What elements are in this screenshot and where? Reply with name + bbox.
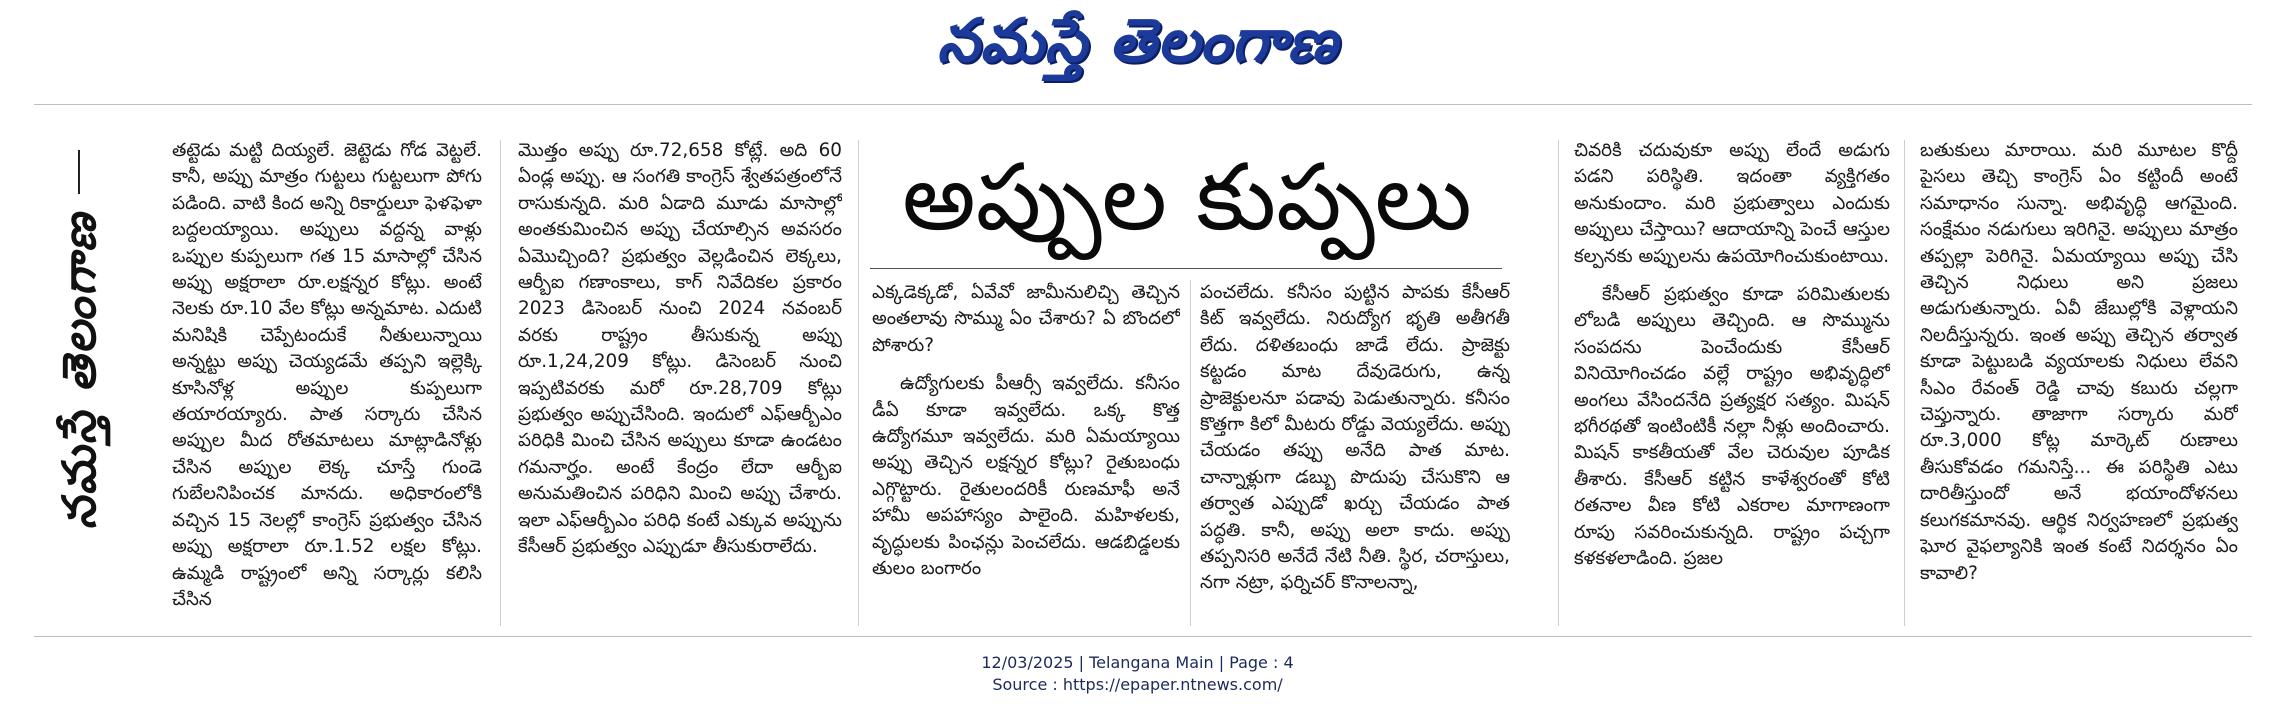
article-paragraph: ఎక్కడెక్కడో, ఏవేవో జామీనులిచ్చి తెచ్చిన అంతలావు సొమ్ము ఏం చేశారు? ఏ బొందలో పోశారు? — [872, 282, 1180, 356]
column-divider — [1558, 140, 1559, 626]
article-paragraph: ఉద్యోగులకు పీఆర్సీ ఇవ్వలేదు. కనీసం డీఏ కూడా ఇవ్వలేదు. ఒక్క కొత్త ఉద్యోగమూ ఇవ్వలేదు. మరి ఏమయ్యాయి అప్పు తెచ్చిన లక్షన్నర కోట్లు? రైతుబంధు ఎగ్గొట్టారు. రైతులందరికీ రుణమాఫీ అనే హామీ అపహాస్యం పాలైంది. మహిళలకు, వృద్ధులకు పింఛన్లు పెంచలేదు. ఆడబిడ్డలకు తులం బంగారం — [872, 373, 1180, 580]
top-divider — [34, 104, 2252, 105]
article-paragraph: చివరికి చదువుకూ అప్పు లేందే అడుగు పడని పరిస్థితి. ఇదంతా వ్యక్తిగతం అనుకుందాం. మరి ప్రభుత్వాలు ఎందుకు అప్పులు చేస్తాయి? ఆదాయాన్ని పెంచే ఆస్తుల కల్పనకు అప్పులను ఉపయోగించుకుంటాయి. — [1574, 140, 1890, 267]
footer — [0, 652, 2275, 696]
footer-date-line: 12/03/2025 | Telangana Main | Page : 4 — [981, 653, 1294, 672]
article-column-6 — [1920, 138, 2238, 630]
article-paragraph: తట్టెడు మట్టి దియ్యలే. జెట్టెడు గోడ వెట్టలే. కానీ, అప్పు మాత్రం గుట్టలు గుట్టలుగా పోగు పడింది. వాటి కింద అన్ని రికార్డులూ ఫెళఫెళా బద్దలయ్యాయి. అప్పులు వద్దన్న వాళ్లు ఒప్పుల కుప్పలుగా గత 15 మాసాల్లో చేసిన అప్పు అక్షరాలా రూ.లక్షన్నర కోట్లు. అంటే నెలకు రూ.10 వేల కోట్లు అన్నమాట. ఎదుటి మనిషికి చెప్పేటందుకే నీతులున్నాయి అన్నట్టు అప్పు చెయ్యడమే తప్పని ఇల్లెక్కి కూసినోళ్ల అప్పుల కుప్పలుగా తయారయ్యారు. పాత సర్కారు చేసిన అప్పుల మీద రోతమాటలు మాట్లాడినోళ్లు చేసిన అప్పుల లెక్క చూస్తే గుండె గుబేలనిపించక మానదు. అధికారంలోకి వచ్చిన 15 నెలల్లో కాంగ్రెస్ ప్రభుత్వం చేసిన అప్పు అక్షరాలా రూ.1.52 లక్షల కోట్లు. ఉమ్మడి రాష్ట్రంలో అన్ని సర్కార్లు కలిసి చేసిన — [172, 140, 482, 610]
column-divider — [500, 140, 501, 626]
article-paragraph: పంచలేదు. కనీసం పుట్టిన పాపకు కేసీఆర్ కిట్ ఇవ్వలేదు. నిరుద్యోగ భృతి అతీగతీ లేదు. దళితబంధు జాడే లేదు. ప్రాజెక్టు కట్టడం మాట దేవుడెరుగు, ఉన్న ప్రాజెక్టులనూ పడావు పెడుతున్నారు. కనీసం కొత్తగా కిలో మీటరు రోడ్డు వెయ్యలేదు. అప్పు చేయడం తప్పు అనేది పాత మాట. చాన్నాళ్లుగా డబ్బు పొదుపు చేసుకొని ఆ తర్వాత ఎప్పుడో ఖర్చు చేయడం పాత పద్ధతి. కానీ, అప్పు అలా కాదు. అప్పు తప్పనిసరి అనేదే నేటి నీతి. స్థిర, చరాస్తులు, నగా నట్రా, ఫర్నిచర్ కొనాలన్నా, — [1200, 282, 1510, 594]
masthead — [0, 0, 2275, 92]
headline-underline — [870, 268, 1502, 269]
column-divider — [1190, 280, 1191, 626]
bottom-divider — [34, 636, 2252, 637]
masthead-logo: నమస్తే తెలంగాణ — [936, 6, 1339, 76]
side-logo — [34, 150, 124, 600]
side-logo-text: నమస్తే తెలంగాణ — [52, 212, 106, 530]
article-paragraph: మొత్తం అప్పు రూ.72,658 కోట్లే. అది 60 ఏండ్ల అప్పు. ఆ సంగతి కాంగ్రెస్ శ్వేతపత్రంలోనే రాసుకున్నది. మరి ఏడాది మూడు మాసాల్లో అంతకుమించిన అప్పు చేయాల్సిన అవసరం ఏమొచ్చింది? ప్రభుత్వం వెల్లడించిన లెక్కలు, ఆర్బీఐ గణాంకాలు, కాగ్ నివేదికల ప్రకారం 2023 డిసెంబర్ నుంచి 2024 నవంబర్ వరకు రాష్ట్రం తీసుకున్న అప్పు రూ.1,24,209 కోట్లు. డిసెంబర్ నుంచి ఇప్పటివరకు మరో రూ.28,709 కోట్లు ప్రభుత్వం అప్పుచేసింది. ఇందులో ఎఫ్ఆర్బీఎం పరిధికి మించి చేసిన అప్పులు కూడా ఉండటం గమనార్హం. అంటే కేంద్రం లేదా ఆర్బీఐ అనుమతించిన పరిధిని మించి అప్పు చేశారు. ఇలా ఎఫ్ఆర్బీఎం పరిధి కంటే ఎక్కువ అప్పును కేసీఆర్ ప్రభుత్వం ఎప్పుడూ తీసుకురాలేదు. — [518, 140, 842, 558]
column-divider — [858, 140, 859, 626]
article-column-1 — [172, 138, 482, 630]
side-logo-bar — [78, 150, 80, 194]
footer-source-line: Source : https://epaper.ntnews.com/ — [992, 675, 1283, 694]
article-headline: అప్పుల కుప్పలు — [902, 144, 1472, 251]
article-column-5 — [1574, 138, 1890, 630]
article-column-2 — [518, 138, 842, 630]
article-paragraph: కేసీఆర్ ప్రభుత్వం కూడా పరిమితులకు లోబడి అప్పులు తెచ్చింది. ఆ సొమ్మును సంపదను పెంచేందుకు కేసీఆర్ వినియోగించడం వల్లే రాష్ట్రం అభివృద్ధిలో అంగలు వేసిందనేది ప్రత్యక్షర సత్యం. మిషన్ భగీరథతో ఇంటింటికీ నల్లా నీళ్లు అందించారు. మిషన్ కాకతీయతో వేల చెరువుల పూడిక తీశారు. కేసీఆర్ కట్టిన కాళేశ్వరంతో కోటి రతనాల వీణ కోటి ఎకరాల మాగాణంగా రూపు సవరించుకున్నది. రాష్ట్రం పచ్చగా కళకళలాడింది. ప్రజల — [1574, 284, 1890, 570]
article-column-4 — [1200, 280, 1510, 630]
article-column-3 — [872, 280, 1180, 630]
article-paragraph: బతుకులు మారాయి. మరి మూటల కొద్దీ పైసలు తెచ్చి కాంగ్రెస్ ఏం కట్టిందీ అంటే సమాధానం సున్నా. అభివృద్ధి ఆగమైంది. సంక్షేమం నడుగులు ఇరిగినై. అప్పులు మాత్రం తప్పల్లా పెరిగినై. ఏమయ్యాయి అప్పు చేసి తెచ్చిన నిధులు అని ప్రజలు అడుగుతున్నారు. ఏవీ జేబుల్లోకి వెళ్లాయని నిలదీస్తున్నరు. ఇంత అప్పు తెచ్చిన తర్వాత కూడా పెట్టుబడి వ్యయాలకు నిధులు లేవని సీఎం రేవంత్ రెడ్డి చావు కబురు చల్లగా చెప్తున్నారు. తాజాగా సర్కారు మరో రూ.3,000 కోట్ల మార్కెట్ రుణాలు తీసుకోవడం గమనిస్తే... ఈ పరిస్థితి ఎటు దారితీస్తుందో అనే భయాందోళనలు కలుగకమానవు. ఆర్థిక నిర్వహణలో ప్రభుత్వ ఘోర వైఫల్యానికి ఇంత కంటే నిదర్శనం ఏం కావాలి? — [1920, 140, 2238, 584]
column-divider — [1904, 140, 1905, 626]
